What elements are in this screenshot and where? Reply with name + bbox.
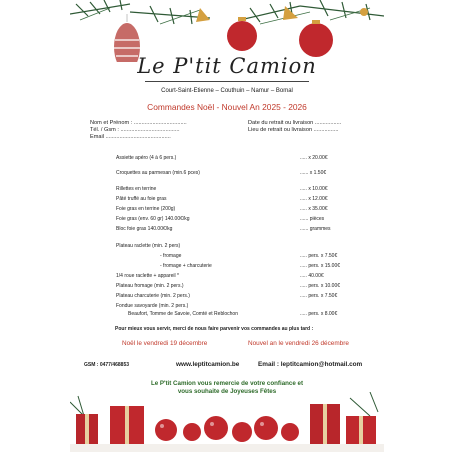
item-price[interactable]: ..... x 12.00€ xyxy=(300,196,328,202)
item-price[interactable]: ..... x 35.00€ xyxy=(300,206,328,212)
order-notice: Pour mieux vous servir, merci de nous faire parvenir vos commandes au plus tard : xyxy=(115,326,314,332)
item-label: - fromage xyxy=(160,253,182,259)
item-label: Pâté truffé au foie gras xyxy=(116,196,167,202)
item-price[interactable]: ...... pièces xyxy=(300,216,325,222)
email-link[interactable]: Email : leptitcamion@hotmail.com xyxy=(258,361,363,368)
website-link[interactable]: www.leptitcamion.be xyxy=(176,361,240,368)
ornament-red-2 xyxy=(299,23,333,57)
bell-gold xyxy=(196,8,210,22)
item-label: 1/4 roue raclette + appareil * xyxy=(116,273,179,279)
name-field[interactable]: Nom et Prénom : .................................. xyxy=(90,120,187,126)
item-label: Bloc foie gras 140.00€/kg xyxy=(116,226,173,232)
item-label: Assiette apéro (4 à 6 pers.) xyxy=(116,155,177,161)
item-label: Beaufort, Tomme de Savoie, Comté et Reblochon xyxy=(128,311,238,317)
gsm-contact: GSM : 0477/468853 xyxy=(84,362,130,368)
item-price[interactable]: ..... x 10.00€ xyxy=(300,186,328,192)
item-label: Fondue savoyarde (min. 2 pers.) xyxy=(116,303,189,309)
item-price[interactable]: ..... pers. x 7.50€ xyxy=(300,253,338,259)
thanks-line-2: vous souhaite de Joyeuses Fêtes xyxy=(177,388,277,395)
logo-underline xyxy=(145,81,309,82)
bottom-decoration xyxy=(70,392,384,452)
pine-branches xyxy=(70,0,384,24)
thanks-line-1: Le P'tit Camion vous remercie de votre confiance et xyxy=(150,380,304,387)
top-decoration xyxy=(70,0,384,62)
place-field[interactable]: Lieu de retrait ou livraison ................ xyxy=(248,127,339,133)
item-price[interactable]: ..... x 20.00€ xyxy=(300,155,328,161)
email-field[interactable]: Email .......................................... xyxy=(90,134,171,140)
item-label: Foie gras (env. 60 gr) 140.00€/kg xyxy=(116,216,190,222)
item-label: Plateau fromage (min. 2 pers.) xyxy=(116,283,184,289)
phone-field[interactable]: Tél. / Gsm : ...................................... xyxy=(90,127,180,133)
deadline-noel: Noël le vendredi 19 décembre xyxy=(122,340,208,347)
page-title: Commandes Noël - Nouvel An 2025 - 2026 xyxy=(147,102,307,112)
item-price[interactable]: ..... pers. x 8.00€ xyxy=(300,311,338,317)
ornament-red xyxy=(227,21,257,51)
item-price[interactable]: ..... pers. x 10.00€ xyxy=(300,283,341,289)
item-price[interactable]: ..... 40.00€ xyxy=(300,273,324,279)
date-field[interactable]: Date du retrait ou livraison ................. xyxy=(248,120,342,126)
item-price[interactable]: ..... pers. x 15.00€ xyxy=(300,263,341,269)
ornament-row xyxy=(155,416,299,442)
item-label: - fromage + charcuterie xyxy=(160,263,212,269)
item-label: Rillettes en terrine xyxy=(116,186,157,192)
item-label: Plateau charcuterie (min. 2 pers.) xyxy=(116,293,190,299)
item-price[interactable]: ..... pers. x 7.50€ xyxy=(300,293,338,299)
brand-logo: Le P'tit Camion xyxy=(137,54,317,78)
brand-locations: Court-Saint-Etienne – Couthuin – Namur – Bomal xyxy=(161,88,293,94)
item-label: Foie gras en terrine (200g) xyxy=(116,206,176,212)
deadline-nouvel-an: Nouvel an le vendredi 26 décembre xyxy=(248,340,349,347)
flyer-sheet xyxy=(70,0,384,452)
item-label: Croquettes au parmesan (min.6 pces) xyxy=(116,170,200,176)
item-price[interactable]: ...... grammes xyxy=(300,226,331,232)
item-label: Plateau raclette (min. 2 pers) xyxy=(116,243,181,249)
item-price[interactable]: ...... x 1.50€ xyxy=(300,170,327,176)
